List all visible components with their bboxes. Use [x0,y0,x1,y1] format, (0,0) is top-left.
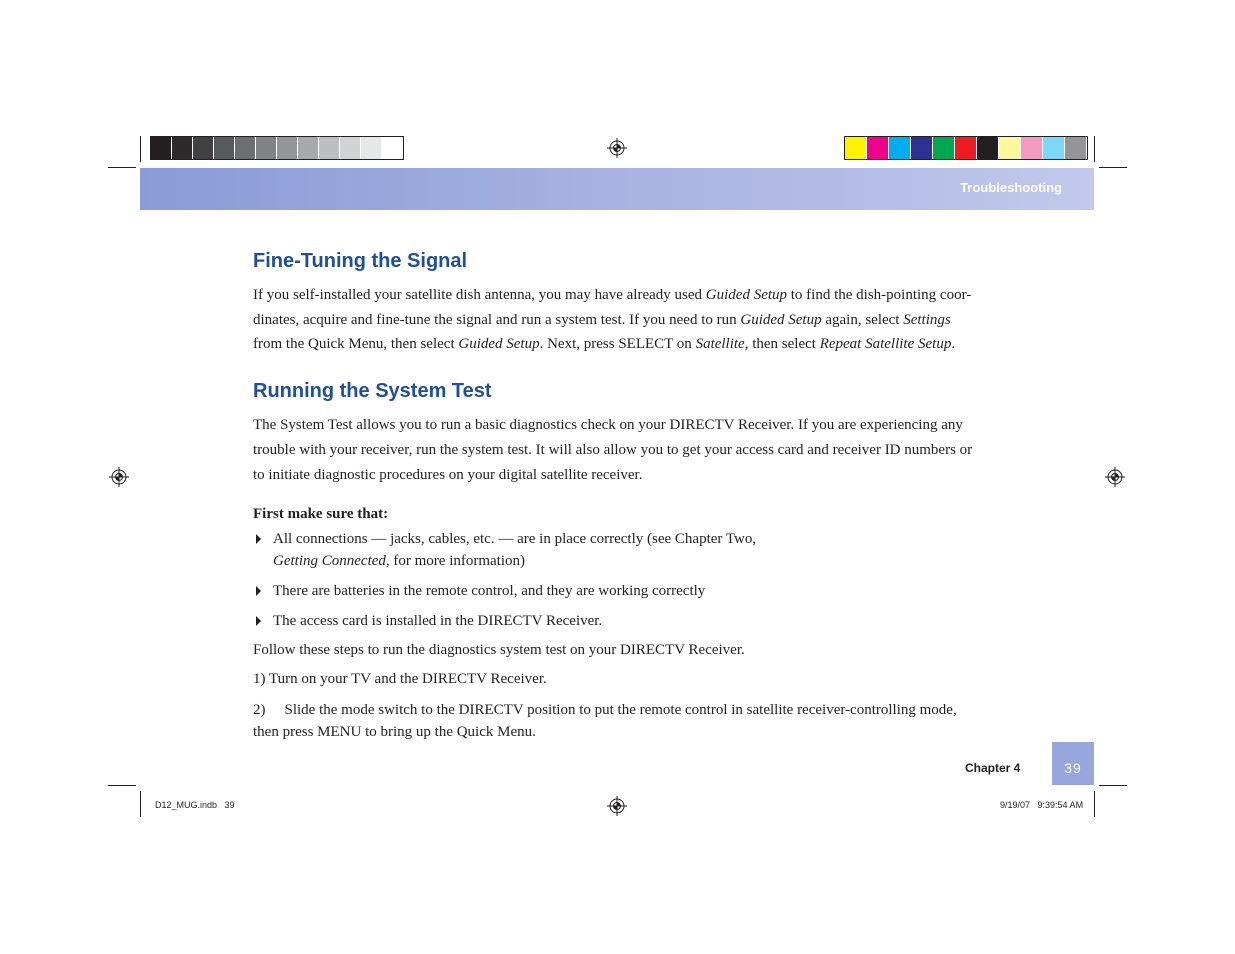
grayscale-swatch [298,137,319,159]
print-timestamp: 9/19/07 9:39:54 AM [1000,800,1084,810]
text-run: to initiate diagnostic procedures on your digital satellite receiver. [253,467,643,483]
color-swatch [1021,137,1043,159]
grayscale-swatch [340,137,361,159]
follow-steps-text: Follow these steps to run the diagnostics system test on your DIRECTV Receiver. [253,642,745,658]
text-run-italic: Guided Setup [705,287,788,303]
crop-mark [1099,785,1127,786]
text-run-italic: Guided Setup [740,311,822,328]
registration-mark-icon [109,467,129,487]
color-swatch [955,137,977,159]
color-swatch [1043,137,1065,159]
grayscale-swatch [319,137,340,159]
bullet-item [256,528,756,572]
section-header-band [140,168,1094,210]
text-run-italic: Settings [903,311,951,328]
text-run: dinates, acquire and fine-tune the signal and run a system test. If you need to run [253,311,741,328]
crop-mark [1099,167,1127,168]
grayscale-swatch [172,137,193,159]
text-run: trouble with your receiver, run the system test. It will also allow you to get your access card and receiver ID numbers or [253,442,973,458]
crop-mark [1094,791,1095,817]
color-swatch [999,137,1021,159]
bullet-text-continued [273,550,756,572]
grayscale-swatch [214,137,235,159]
bullet-item [256,580,705,602]
color-swatch [1065,137,1087,159]
heading-fine-tuning: Fine-Tuning the Signal [253,250,468,272]
grayscale-swatch [193,137,214,159]
crop-mark [1094,136,1095,162]
text-run: , for more information) [385,553,526,569]
registration-mark-icon [1105,467,1125,487]
first-make-sure-label: First make sure that: [253,506,389,522]
text-run-italic: Satellite, [695,336,749,352]
text-run: again, select [821,311,904,328]
color-swatch [845,137,867,159]
fine-tuning-paragraph [253,283,988,357]
triangle-bullet-icon [256,534,261,544]
grayscale-swatch [235,137,256,159]
grayscale-swatch [382,137,403,159]
step-number: 2) [253,702,266,718]
grayscale-swatch [277,137,298,159]
triangle-bullet-icon [256,586,261,596]
crop-mark [108,785,136,786]
registration-mark-icon [607,796,627,816]
color-swatch [889,137,911,159]
grayscale-swatch [256,137,277,159]
system-test-paragraph [253,413,988,488]
crop-mark [140,136,141,162]
text-run-italic: Repeat Satellite Setup [819,336,952,352]
grayscale-color-bar [150,136,404,160]
color-swatch [867,137,889,159]
crop-mark [140,791,141,817]
color-swatch [977,137,999,159]
grayscale-swatch [361,137,382,159]
registration-mark-icon [607,138,627,158]
text-run-italic: Getting Connected [273,553,386,569]
bullet-text: All connections — jacks, cables, etc. — are in place correctly (see Chapter Two, [273,531,757,547]
bullet-item [256,610,602,632]
bullet-text: The access card is installed in the DIRECTV Receiver. [273,613,603,629]
color-swatch [911,137,933,159]
text-run: then press MENU to bring up the Quick Menu. [253,724,536,740]
chapter-label: Chapter 4 [965,761,1021,775]
file-slug: D12_MUG.indb 39 [155,800,235,810]
text-run: . Next, press SELECT on [539,336,696,352]
text-run: Slide the mode switch to the DIRECTV position to put the remote control in satellite receiver-controlling mode, [284,702,957,718]
grayscale-swatch [151,137,172,159]
step-2-text [253,699,993,743]
crop-mark [108,167,136,168]
page-number: 39 [1052,742,1094,785]
triangle-bullet-icon [256,616,261,626]
text-run: then select [748,336,820,352]
heading-system-test: Running the System Test [253,380,492,402]
text-run: to find the dish-pointing coor- [787,287,972,303]
text-run: . [951,336,956,352]
text-run: If you self-installed your satellite dish antenna, you may have already used [253,287,706,303]
text-run-italic: Guided Setup [458,336,540,352]
step-1-text: 1) Turn on your TV and the DIRECTV Receiver. [253,671,547,687]
text-run: The System Test allows you to run a basic diagnostics check on your DIRECTV Receiver. If you are experiencing any [253,417,963,433]
text-run: from the Quick Menu, then select [253,336,459,352]
color-swatch [933,137,955,159]
process-color-bar [844,136,1088,160]
section-label: Troubleshooting [960,180,1062,195]
bullet-text: There are batteries in the remote control, and they are working correctly [273,583,706,599]
